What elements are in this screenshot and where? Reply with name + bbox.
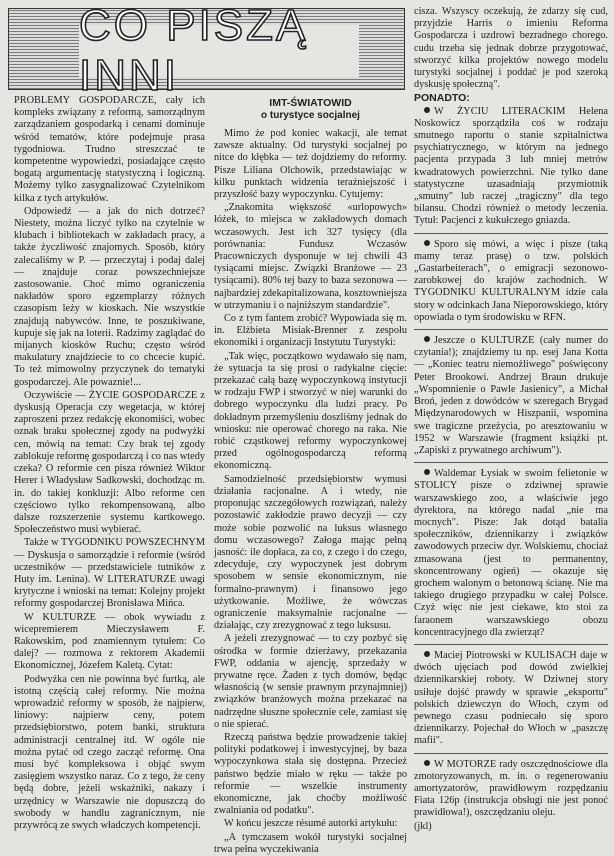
bullet-dot-icon — [424, 469, 430, 475]
list-item-text: W MOTORZE rady oszczędnościowe dla zmotoryzowanych, m. in. o regenerowaniu amortyzatorów, prawidłowym rozpędzaniu Fiata 126p (instrukcja obsługi nie jest ponoć prawidłowa!), oszczędzaniu oleju. — [414, 758, 608, 819]
article-paragraph: Rzeczą państwa będzie prowadzenie takiej polityki podatkowej i inwestycyjnej, by baza wypoczynkowa stała się dostępna. Przecież państwo będzie miało w ręku — także po reformie — wszelkie instrumenty ekonomiczne, jak choćby możliwość zwalniania od podatku". — [214, 731, 407, 817]
article-paragraph: Podwyżka cen nie powinna być furtką, ale istotną częścią całej reformy. Nie można wprowadzić reformy w sposób, że najpierw, liniowy: najpierw ceny, potem przedsiębiorstwo, potem banki, struktura administracji centralnej itd. W ogóle nie można pytać od czego zacząć reformę. Ona musi być kompleksowa i objąć swym zasięgiem wszystko naraz. Co z tego, że ceny będą dobre, jeżeli wskaźniki, nakazy i urzędnicy w Warszawie nie dopuszczą do swobody w handlu zagranicznym, nie przywrócą ze swych władczych kompetencji. — [14, 673, 205, 831]
article-paragraph: W KULTURZE — obok wywiadu z wicepremierem Mieczysławem F. Rakowskim, pod znamiennym tytułem: Co dalej? — rozmowa z rektorem Akademii Ekonomicznej, Józefem Kaletą. Cytat: — [14, 611, 205, 672]
list-item — [414, 239, 608, 324]
article-heading: IMT-ŚWIATOWID — [269, 97, 352, 109]
bullet-dot-icon — [424, 107, 430, 113]
header-banner — [8, 1, 405, 100]
divider — [414, 644, 608, 645]
article-paragraph: Odpowiedź — a jak do nich dotrzeć? Niestety, można liczyć tylko na czytelnie w klubach i bibliotekach w zakładach pracy, a także życzliwość znajomych. Sposób, który zalecaliśmy w P. — przeczytaj i podaj dalej — znajduje coraz powszechniejsze zastosowanie. Choć mimo ograniczenia nakładów sporo egzemplarzy różnych czasopism leży w kioskach. Nie wszystkie znajdują nabywców. Inne, te poszukiwane, kupuje się jak na loterii. Radzimy zaglądać do mijanych kiosków Ruchu; często wśród makulatury znajdziecie to co chcecie kupić. To też mimowolny przyczynek do tematyki gospodarczej. Ale powaznie!... — [14, 205, 205, 388]
list-item-text: Sporo się mówi, a więc i pisze (taką mamy teraz prasę) o tzw. polskich „Gastarbeiterach", o emigracji sezonowo-zarobkowej do krajów zachodnich. W TYGODNIKU KULTURALNYM idzie cała story w odcinkach Jana Nieporowskiego, który opowiada o tym środowisku w RFN. — [414, 238, 608, 323]
article-paragraph: A jeżeli zrezygnować — to czy pozbyć się ośrodka w formie dzierżawy, przekazania FWP, oddania w ajencję, sprzedaży w prywatne ręce. Żaden z tych domów, będąc własnością (w sensie prawnym przynajmniej) związków branżowych można przekazać na nadrzędne słuszne społecznie cele, zamiast się o nie spierać. — [214, 633, 407, 730]
list-item — [414, 650, 608, 748]
article-paragraph: „Tak więc, początkowo wydawało się nam, że sytuacja ta się prosi o radykalne cięcie: przekazać całą bazę wypoczynkową instytucji w rodzaju FWP i stworzyć w niej warunki do dobrego wypoczynku dla ludzi pracy. Po dokładnym przemyśleniu doszliśmy jednak do wniosku: nie operować chorego na raka. Nie robić cząstkowej reformy wypoczynkowej przed ogólnogospodarczą reformą ekonomiczną. — [214, 350, 407, 472]
title-box — [79, 1, 359, 100]
article-subheading: o turystyce socjalnej — [261, 110, 360, 121]
list-item-text: Waldemar Łysiak w swoim felietonie w STOLICY pisze o zdziwnej sprawie warszawskiego zoo, a właściwie jego dyrektora, na którego nadal „nie ma mocnych". Pisze: Jak dotąd batalia społeczników, dziennikarzy i związków zawodowych przeciw dyr. Wolskiemu, chociaż zmasowana (jest to permanentny, skoncentrowany ogień) — okazuje się grochem walonym o betonową ścianę. Nie ma takiego drugiego przypadku w całej Polsce. Czyż więc nie jest ciekawe, kto stoi za faraonem warszawskiego obozu koncentracyjnego dla zwierząt? — [414, 468, 608, 638]
divider — [414, 462, 608, 463]
list-item — [414, 759, 608, 820]
author-signature: (jkl) — [414, 820, 432, 832]
bullet-dot-icon — [424, 651, 430, 657]
bullet-dot-icon — [424, 760, 430, 766]
bullet-dot-icon — [424, 336, 430, 342]
list-item-text: Jeszcze o KULTURZE (cały numer do czytania!); znajdziemy tu np. esej Jana Kotta — „Koniec teatru niemożliwego" poświęcony Peter Brookowi. Andrzej Braun drukuje „Wspomnienie o Pawle Jasienicy", a Michał Broń, jeden z dowódców w szeregach Brygad Międzynarodowych w Hiszpanii, wspomina swe tragiczne przeżycia, po aresztowaniu w 1952 w Warszawie (fragment książki pt. „Zapiski z prywatnego archiwum"). — [414, 335, 608, 456]
list-item — [414, 106, 608, 228]
article-paragraph: PROBLEMY GOSPODARCZE, cały ich kompleks związany z reformą, samorządnym zarządzaniem gospodarką i cenami dominuje wśród tematów, które podejmuje prasa tygodniowa. Trudno streszczać te kompetentne wypowiedzi, posiadające często bogatą argumentację statystyczną i logiczną. Możemy tylko zasygnalizować Czytelnikom kilka z tych artykułów. — [14, 95, 205, 204]
divider — [414, 753, 608, 754]
continued-paragraph: cisza. Wszyscy oczekują, że zdarzy się cud, przyjdzie Harris o imieniu Reforma Gospodarcza i uzdrowi bezradnego chorego. cudu trzeba się jednak dobrze przygotować, stworzyć kilka projektów nowego modelu turystyki socjalnej i poddać je pod szeroką dyskusję społeczną". — [414, 6, 608, 91]
article-paragraph: Samodzielność przedsiębiorstw wymusi działania racjonalne. A i wtedy, nie proponując szczegółowych rozwiązań, należy pozostawić zakłodzie prawo decyzji — czy może sobie pozwolić na luksus własnego domu wczasowego? Załoga mając pełną jasność: ile dopłaca, za co, z czego i do czego, zdecyduje, czy wypoczynek jest dobrym sposobem w sensie ekonomicznym, nie formalno-prawnym) i finansowo jego użytkowanie. Możliwe, że wówczas ograniczenie maksymalnie racjonalne — działając, czy zrezygnować z tego luksusu. — [214, 473, 407, 632]
column-left — [14, 95, 205, 831]
list-item — [414, 335, 608, 457]
article-paragraph: Także w TYGODNIKU POWSZECHNYM — Dyskusja o samorządzie i reformie (wśród uczestników — przedstawiciele tutników z Huty im. Lenina). W LITERATURZE uwagi krytyczne i wnioski na temat: Kolejny projekt reformy gospodarczej Bronisława Mińca. — [14, 537, 205, 610]
divider — [414, 329, 608, 330]
article-paragraph: W końcu jeszcze résumé autorki artykułu: — [224, 818, 398, 830]
article-paragraph: Oczywiście — ŻYCIE GOSPODARCZE z dyskusją Operacja czy wegetacja, w której zaproszeni przez redakcję ekonomiści, wobec oznak braku społecznej zgody na podwyżki cen, mówią na temat: Czy brak tej zgody zablokuje reformę gospodarczą i co nas wtedy czeka? O reformie cen pisza również Wiktor Herer i Władysław Sadkowski, dochodząc m. in. do takiej konkluzji: Albo reforme cen częściowo tylko rekompensowaną, albo dalsze rozszerzenie systemu kartkowego. Społeczeństwo musi wybierać. — [14, 389, 205, 536]
article-paragraph: Co z tym fantem zrobić? Wypowiada się m. in. Elżbieta Misiak-Brenner z zespołu ekonomiki i organizacji Instytutu Turystyki: — [214, 313, 407, 349]
page-title: CO PISZĄ INNI — [79, 1, 309, 100]
bullet-dot-icon — [424, 240, 430, 246]
article-paragraph: „A tymczasem wokół turystyki socjalnej trwa pełna wyczekiwania — [214, 831, 407, 855]
list-item — [414, 468, 608, 639]
article-paragraph: „Znakomita większość «urlopowych» łóżek, to miejsca w zakładowych domach wczasowych. Jest ich 327 tysięcy (dla porównania: Fundusz Wczasów Pracowniczych dysponuje w tej chwili 43 tysiącami miejsc. Związki Branżowe — 23 tysiącami). 80% tej bazy to baza sezonowa — najbardziej zdekapitalizowana, kosztowniejsza w utrzymaniu i o najniższym standardzie". — [214, 202, 407, 311]
section-title: PONADTO: — [414, 92, 470, 105]
divider — [414, 233, 608, 234]
column-right — [414, 6, 608, 832]
list-item-text: W ŻYCIU LITERACKIM Helena Noskowicz sporządziła coś w rodzaju smutnego raportu o stanie szpitalnictwa psychiatrycznego, w którym na jednego pacjenta przypada 3 lub mniej metrów kwadratowych powierzchni. Nie tylko dane statystyczne uzasadniają przymiotnik „smutny" lub raczej „tragiczny" dla tego bilansu. Chodzi również o metody leczenia. Tytuł: Pacjenci z kukułczego gniazda. — [414, 105, 608, 227]
list-item-text: Maciej Piotrowski w KULISACH daje w dwóch ujęciach pod dowód zwielkiej dziennikarskiej roboty. W Dziwnej story usiłuje dojść prawdy w sprawie „eksportu" polskich dziewczyn do Włoch, czym od pewnego czasu podniecało się sporo dziennikarzy. Pojechał do Włoch w „paszczę mafii". — [414, 649, 608, 747]
column-middle — [214, 97, 407, 855]
article-paragraph: Mimo że pod koniec wakacji, ale temat zawsze aktualny. Od turystyki socjalnej po nitce do kłębka — też dojdziemy do reformy. Pisze Liliana Olchowik, przedstawiając w kilku punktach widzenia teraźniejszość i przyszłość bazy wypoczynku. Cytujemy: — [214, 128, 407, 201]
